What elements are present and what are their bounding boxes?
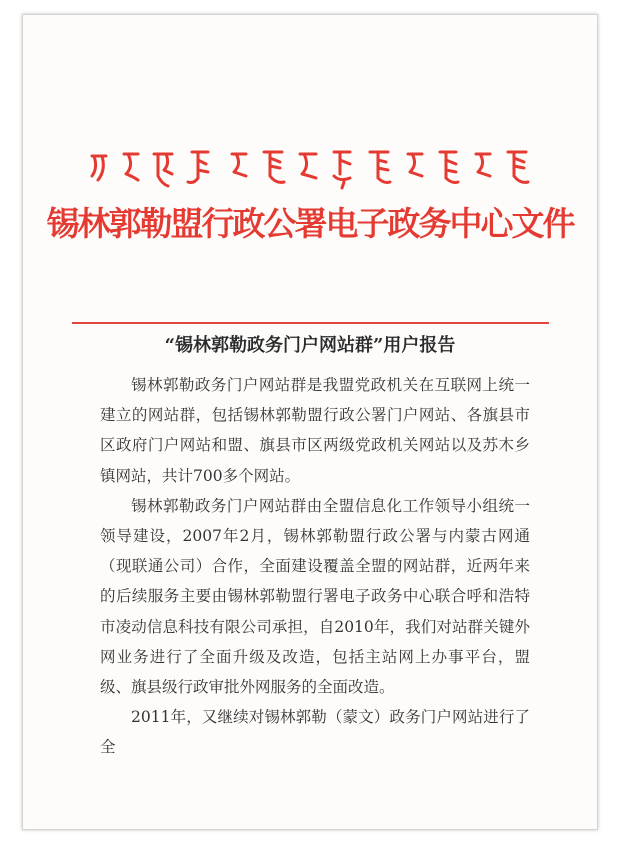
paragraph-3: 2011年，又继续对锡林郭勒（蒙文）政务门户网站进行了全: [100, 708, 530, 757]
paragraph-1: 锡林郭勒政务门户网站群是我盟党政机关在互联网上统一建立的网站群，包括锡林郭勒盟行政公署门户网站、各旗县市区政府门户网站和盟、旗县市区两级党政机关网站以及苏木乡镇网站，共计700多个网站。: [100, 376, 530, 485]
document-header-title: 锡林郭勒盟行政公署电子政务中心文件: [46, 204, 574, 243]
header-divider: [72, 322, 549, 324]
document-title: “锡林郭勒政务门户网站群”用户报告: [164, 335, 456, 356]
document-body: [100, 370, 530, 763]
mongolian-script-header: [88, 146, 536, 190]
paragraph-2: 锡林郭勒政务门户网站群由全盟信息化工作领导小组统一领导建设，2007年2月，锡林郭勒盟行政公署与内蒙古网通（现联通公司）合作，全面建设覆盖全盟的网站群，近两年来的后续服务主要由锡林郭勒盟行署电子政务中心联合呼和浩特市凌动信息科技有限公司承担，自2010年，我们对站群关键外网业务进行了全面升级及改造，包括主站网上办事平台，盟级、旗县级行政审批外网服务的全面改造。: [100, 496, 530, 697]
